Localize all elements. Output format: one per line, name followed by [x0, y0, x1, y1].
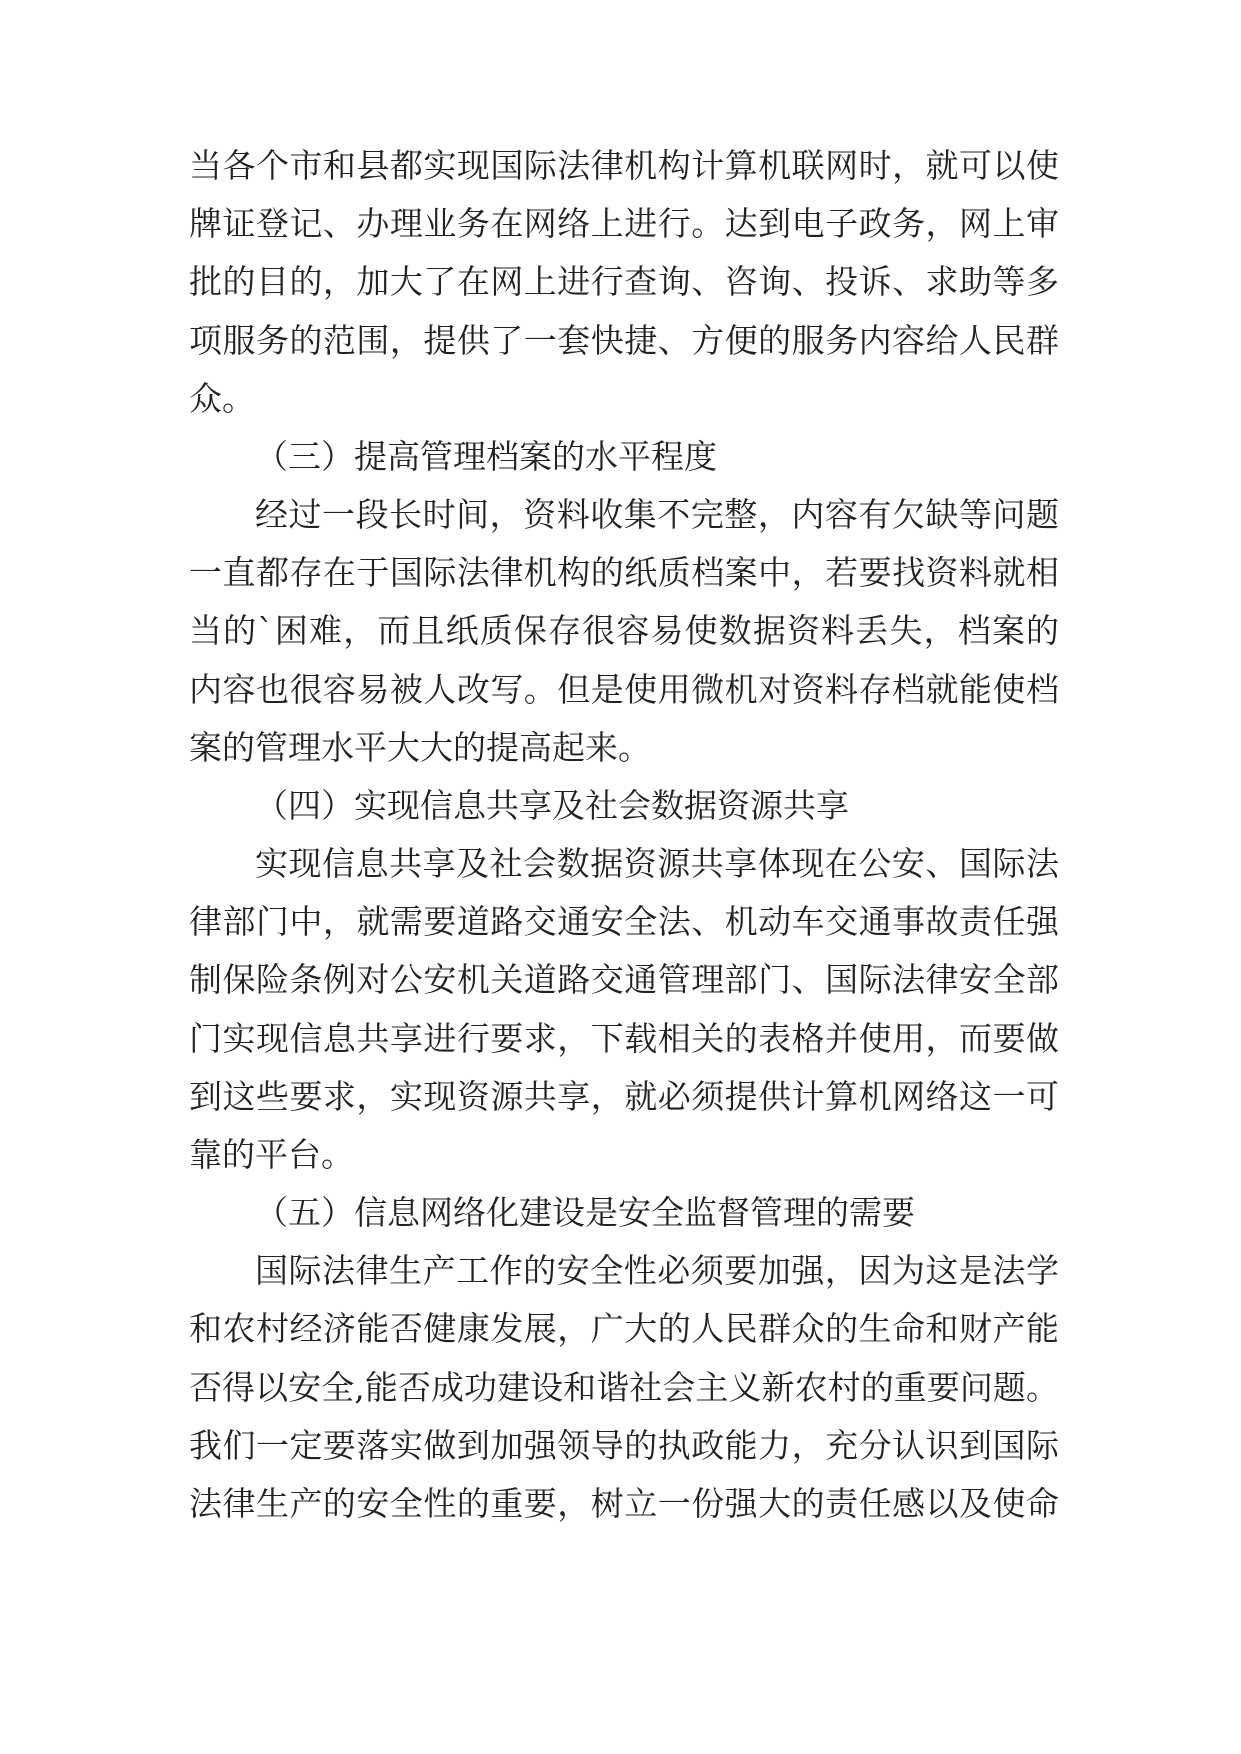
- text-line: 项服务的范围，提供了一套快捷、方便的服务内容给人民群: [189, 321, 1059, 360]
- text-line: 批的目的，加大了在网上进行查询、咨询、投诉、求助等多: [189, 262, 1059, 301]
- text-line: 当各个市和县都实现国际法律机构计算机联网时，就可以使: [189, 146, 1059, 185]
- text-line: 靠的平台。: [189, 1135, 354, 1174]
- text-line: 否得以安全,能否成功建设和谐社会主义新农村的重要问题。: [189, 1368, 1059, 1407]
- text-line: 当的`困难，而且纸质保存很容易使数据资料丢失，档案的: [189, 611, 1059, 650]
- text-line: 内容也很容易被人改写。但是使用微机对资料存档就能使档: [189, 670, 1059, 709]
- text-line: 法律生产的安全性的重要，树立一份强大的责任感以及使命: [189, 1484, 1059, 1523]
- section-heading-3: （三）提高管理档案的水平程度: [255, 437, 717, 476]
- text-line: 经过一段长时间，资料收集不完整，内容有欠缺等问题: [255, 495, 1059, 534]
- section-heading-4: （四）实现信息共享及社会数据资源共享: [255, 786, 849, 825]
- text-line: 制保险条例对公安机关道路交通管理部门、国际法律安全部: [189, 960, 1059, 999]
- section-heading-5: （五）信息网络化建设是安全监督管理的需要: [255, 1193, 915, 1232]
- text-line: 我们一定要落实做到加强领导的执政能力，充分认识到国际: [189, 1426, 1059, 1465]
- text-line: 国际法律生产工作的安全性必须要加强，因为这是法学: [255, 1251, 1059, 1290]
- text-line: 众。: [189, 379, 255, 418]
- text-line: 到这些要求，实现资源共享，就必须提供计算机网络这一可: [189, 1077, 1059, 1116]
- text-line: 案的管理水平大大的提高起来。: [189, 728, 651, 767]
- text-line: 门实现信息共享进行要求，下载相关的表格并使用，而要做: [189, 1019, 1059, 1058]
- text-line: 和农村经济能否健康发展，广大的人民群众的生命和财产能: [189, 1309, 1059, 1348]
- text-line: 牌证登记、办理业务在网络上进行。达到电子政务，网上审: [189, 204, 1059, 243]
- text-line: 实现信息共享及社会数据资源共享体现在公安、国际法: [255, 844, 1059, 883]
- text-line: 一直都存在于国际法律机构的纸质档案中，若要找资料就相: [189, 553, 1059, 592]
- text-line: 律部门中，就需要道路交通安全法、机动车交通事故责任强: [189, 902, 1059, 941]
